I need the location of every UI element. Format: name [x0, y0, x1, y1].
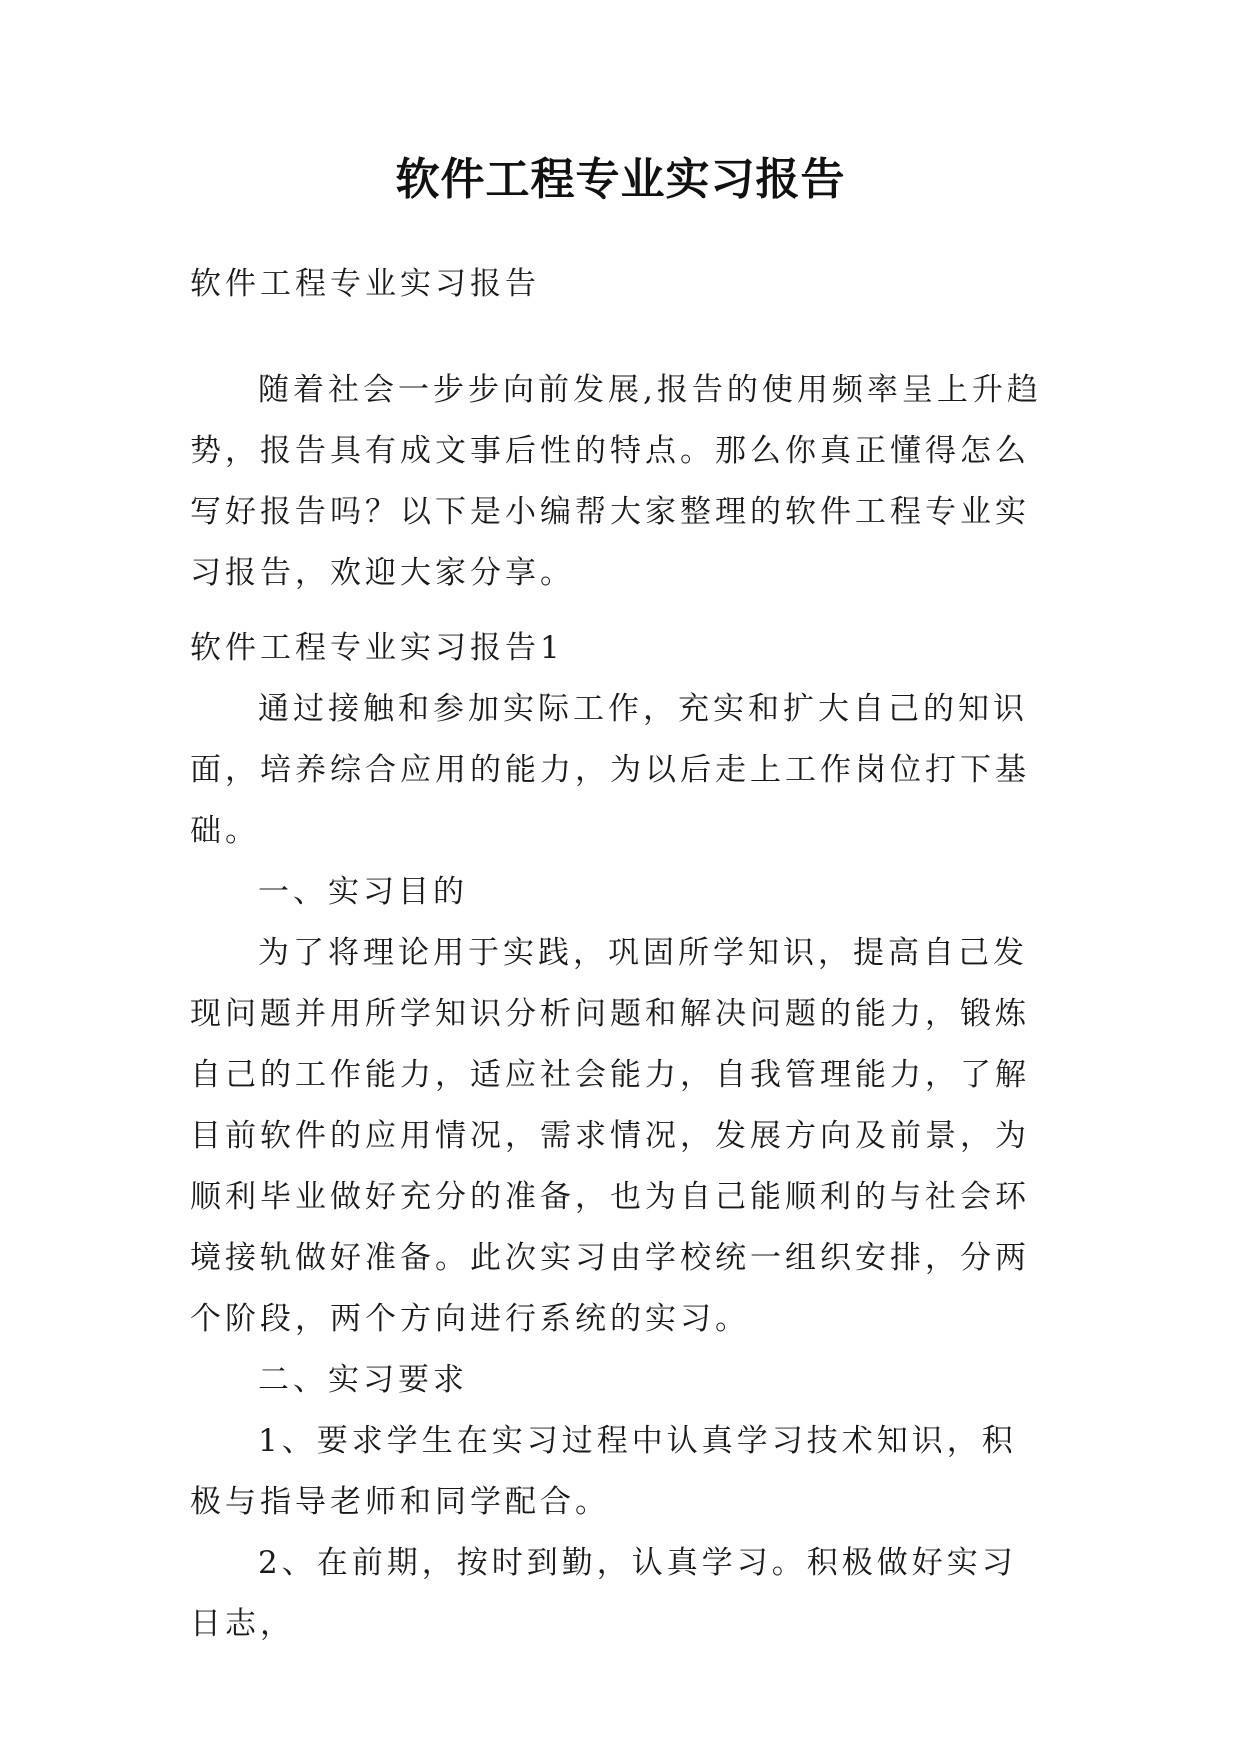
document-subtitle-block — [190, 254, 1050, 315]
section-block — [190, 618, 1050, 1655]
intro-paragraph: 随着社会一步步向前发展,报告的使用频率呈上升趋势，报告具有成文事后性的特点。那么你真正懂得怎么写好报告吗？以下是小编帮大家整理的软件工程专业实习报告，欢迎大家分享。 — [190, 372, 1042, 591]
paragraph-requirement-1: 1、要求学生在实习过程中认真学习技术知识，积极与指导老师和同学配合。 — [190, 1423, 1017, 1520]
paragraph-requirement-2: 2、在前期，按时到勤，认真学习。积极做好实习日志， — [190, 1545, 1017, 1642]
paragraph-1: 通过接触和参加实际工作，充实和扩大自己的知识面，培养综合应用的能力，为以后走上工作岗位打下基础。 — [190, 691, 1030, 849]
document-title: 软件工程专业实习报告 — [395, 154, 846, 205]
section-title: 软件工程专业实习报告1 — [190, 630, 564, 666]
intro-block — [190, 360, 1050, 604]
heading-requirements: 二、实习要求 — [258, 1362, 468, 1398]
paragraph-purpose: 为了将理论用于实践，巩固所学知识，提高自己发现问题并用所学知识分析问题和解决问题的能力，锻炼自己的工作能力，适应社会能力，自我管理能力，了解目前软件的应用情况，需求情况，发展方向及前景，为顺利毕业做好充分的准备，也为自己能顺利的与社会环境接轨做好准备。此次实习由学校统一组织安排，分两个阶段，两个方向进行系统的实习。 — [190, 935, 1030, 1337]
heading-purpose: 一、实习目的 — [258, 874, 468, 910]
document-subtitle: 软件工程专业实习报告 — [190, 266, 540, 302]
